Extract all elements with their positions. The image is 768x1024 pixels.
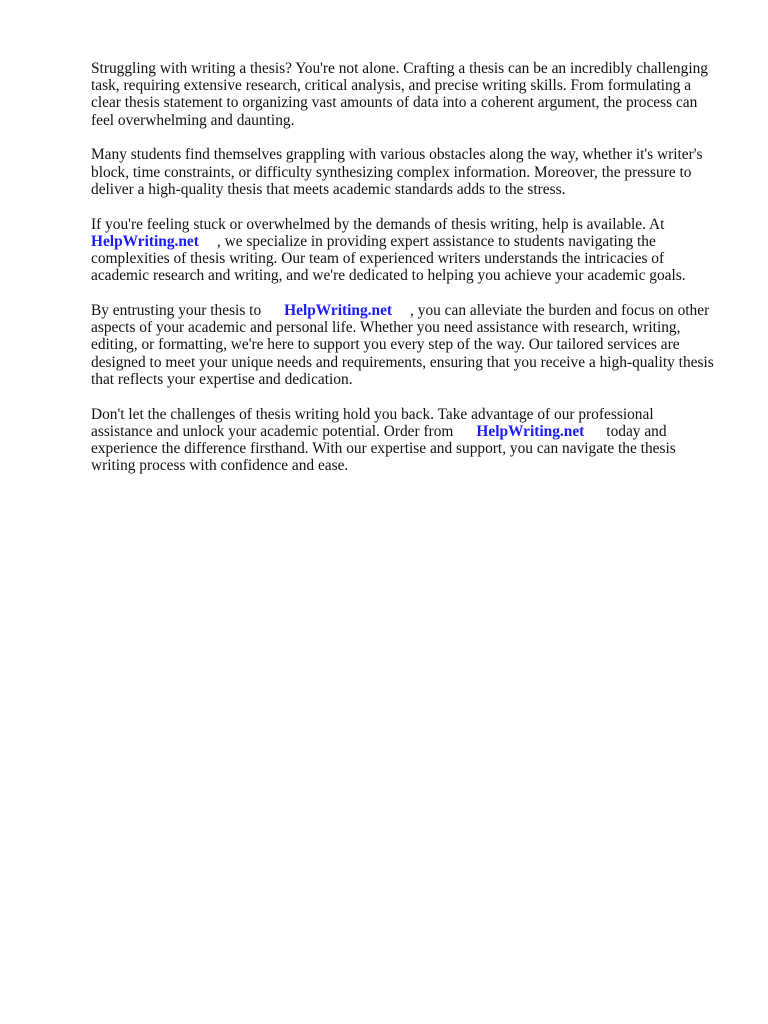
text-line: Struggling with writing a thesis? You're not alone. Crafting a thesis can be an incredibly challenging: [91, 60, 708, 77]
text-line: Many students find themselves grappling with various obstacles along the way, whether it's writer's: [91, 146, 703, 164]
text-line: aspects of your academic and personal life. Whether you need assistance with research, writing,: [91, 319, 681, 337]
text-line: editing, or formatting, we're here to support you every step of the way. Our tailored services are: [91, 336, 680, 354]
text-fragment: By entrusting your thesis to: [91, 302, 262, 320]
text-line: that reflects your expertise and dedication.: [91, 370, 353, 388]
text-line-with-link: [91, 233, 731, 250]
document-body: [91, 60, 731, 492]
text-line-with-link: [91, 302, 731, 319]
helpwriting-link[interactable]: HelpWriting.net: [91, 232, 199, 250]
helpwriting-link[interactable]: HelpWriting.net: [476, 422, 585, 440]
text-line: academic research and writing, and we're dedicated to helping you achieve your academic goals.: [91, 267, 686, 285]
text-line: Don't let the challenges of thesis writing hold you back. Take advantage of our professional: [91, 405, 654, 423]
helpwriting-link[interactable]: HelpWriting.net: [284, 302, 393, 320]
text-line: experience the difference firsthand. With our expertise and support, you can navigate the thesis: [91, 440, 676, 458]
text-line: complexities of thesis writing. Our team of experienced writers understands the intricacies of: [91, 250, 665, 268]
text-fragment: today and: [606, 422, 667, 440]
paragraph-entrust: [91, 302, 731, 388]
text-line: task, requiring extensive research, critical analysis, and precise writing skills. From formulating a: [91, 77, 692, 95]
text-line: designed to meet your unique needs and requirements, ensuring that you receive a high-quality thesis: [91, 353, 714, 371]
text-fragment: , we specialize in providing expert assistance to students navigating the: [216, 232, 656, 250]
text-fragment: assistance and unlock your academic potential. Order from: [91, 422, 454, 440]
paragraph-obstacles: [91, 146, 731, 198]
text-line-with-link: [91, 423, 731, 440]
paragraph-help: [91, 216, 731, 285]
text-line: If you're feeling stuck or overwhelmed by the demands of thesis writing, help is available. At: [91, 215, 665, 233]
text-line: clear thesis statement to organizing vast amounts of data into a coherent argument, the process can: [91, 94, 698, 112]
text-line: deliver a high-quality thesis that meets academic standards adds to the stress.: [91, 180, 566, 198]
text-line: feel overwhelming and daunting.: [91, 111, 295, 129]
text-line: writing process with confidence and ease.: [91, 457, 349, 475]
text-fragment: , you can alleviate the burden and focus on other: [410, 302, 710, 320]
paragraph-closing: [91, 406, 731, 475]
text-line: block, time constraints, or difficulty synthesizing complex information. Moreover, the pressure to: [91, 163, 692, 181]
paragraph-intro: [91, 60, 731, 129]
